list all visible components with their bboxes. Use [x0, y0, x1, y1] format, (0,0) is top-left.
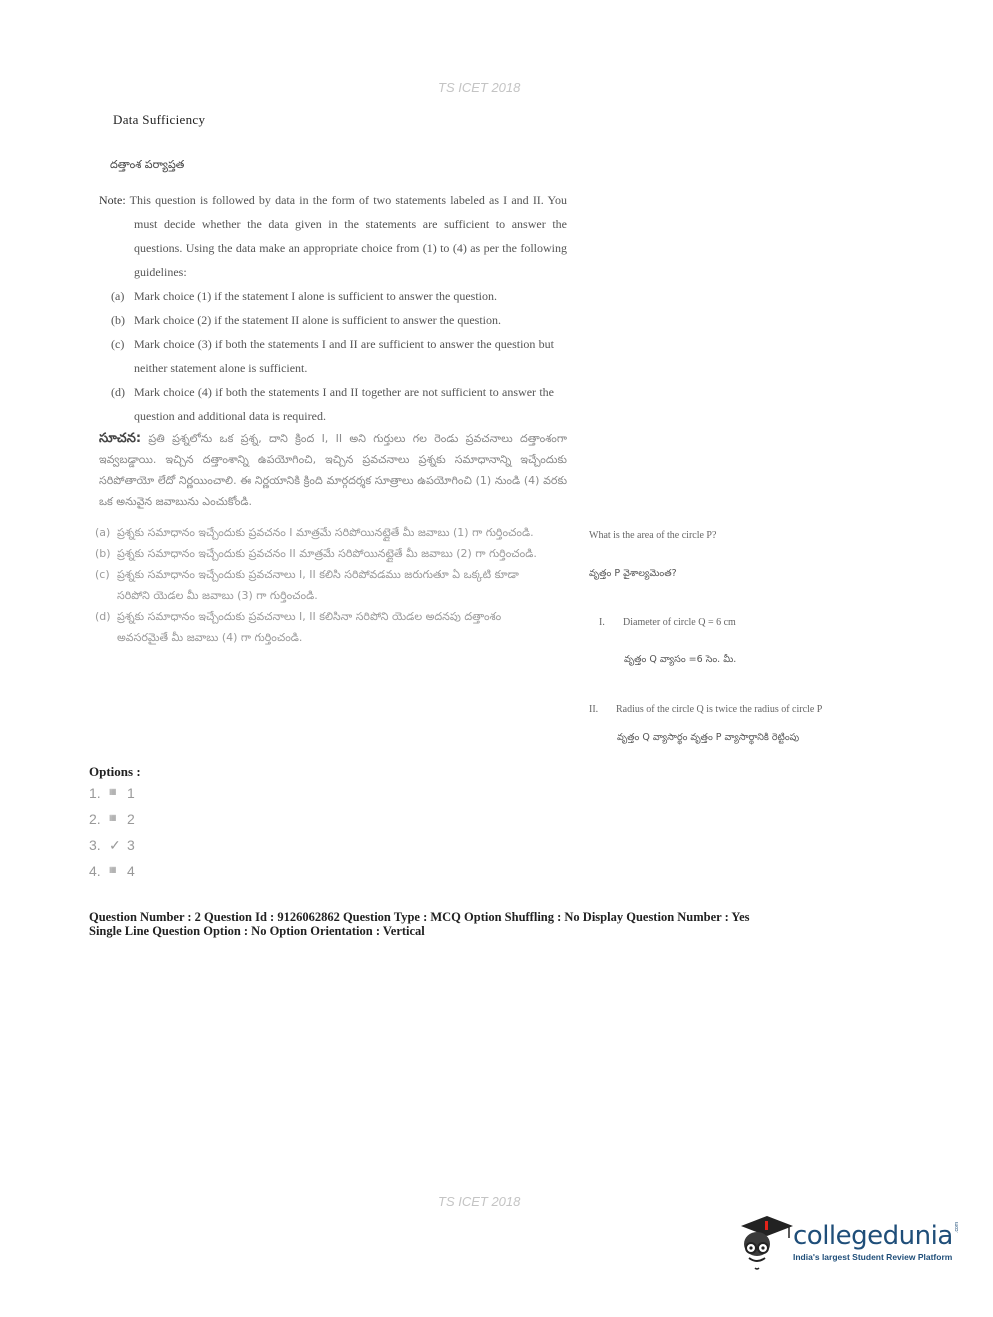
option-label: 4: [127, 863, 135, 879]
statement-text: Diameter of circle Q = 6 cm: [623, 617, 736, 628]
guideline-te-a: [95, 522, 550, 543]
guideline-c: [99, 332, 567, 380]
guideline-d: [99, 380, 567, 428]
note-label: Note:: [99, 193, 126, 207]
note-telugu: [99, 428, 567, 512]
option-label: 3: [127, 837, 135, 853]
option-label: 1: [127, 785, 135, 801]
options-heading: Options :: [89, 764, 141, 779]
section-title: Data Sufficiency: [113, 112, 206, 127]
guideline-te-c: [95, 564, 550, 606]
option-image-icon: ▦: [109, 787, 117, 796]
guideline-key: (c): [111, 337, 125, 351]
guidelines-telugu: [95, 522, 550, 648]
section-title-telugu: దత్తాంశ పర్యాప్తత: [110, 158, 185, 171]
watermark-top: TS ICET 2018: [438, 80, 521, 95]
option-image-icon: ▦: [109, 813, 117, 822]
guideline-text: ప్రశ్నకు సమాధానం ఇచ్చేందుకు ప్రవచనం I మాత్రమే సరిపోయినట్లైతే మీ జవాబు (1) గా గుర్తించండి.: [117, 526, 534, 539]
guideline-key: (d): [111, 385, 125, 399]
guideline-text: Mark choice (2) if the statement II alone is sufficient to answer the question.: [134, 313, 501, 327]
guideline-b: [99, 308, 567, 332]
option-label: 2: [127, 811, 135, 827]
guideline-key: (d): [95, 610, 111, 623]
note-telugu-label: సూచన:: [99, 431, 142, 446]
logo-mascot-icon: [737, 1212, 793, 1272]
note-intro: This question is followed by data in the form of two statements labeled as I and II. You must decide whether the data given in the statements are sufficient to answer the questions. Using the data make an appropriate choice from (1) to (4) as per the following guidelines:: [129, 193, 567, 279]
note-english: [99, 188, 567, 428]
meta-line-1: Question Number : 2 Question Id : 9126062862 Question Type : MCQ Option Shuffling : No Display Question Number : Yes: [89, 910, 750, 924]
guideline-te-d: [95, 606, 550, 648]
guideline-text: ప్రశ్నకు సమాధానం ఇచ్చేందుకు ప్రవచనాలు I, II కలిసి సరిపోవడము జరుగుతూ ఏ ఒక్కటి కూడా సరిపోని యెడల మీ జవాబు (3) గా గుర్తించండి.: [117, 568, 519, 602]
note-telugu-intro: ప్రతి ప్రశ్నలోను ఒక ప్రశ్న, దాని క్రింద I, II అని గుర్తులు గల రెండు ప్రవచనాలు దత్తాంశంగా ఇవ్వబడ్డాయి. ఇచ్చిన దత్తాంశాన్ని ఉపయోగించి, ఇచ్చిన ప్రవచనాలు ప్రశ్నకు సమాధానాన్ని ఇచ్చేందుకు సరిపోతాయో లేదో నిర్ణయించాలి. ఈ నిర్ణయానికి క్రింది మార్గదర్శక సూత్రాలు ఉపయోగించి (1) నుండి (4) వరకు ఒక అనువైన జవాబును ఎంచుకోండి.: [99, 432, 567, 508]
option-number: 2.: [89, 811, 101, 827]
option-number: 4.: [89, 863, 101, 879]
guideline-text: ప్రశ్నకు సమాధానం ఇచ్చేందుకు ప్రవచనం II మాత్రమే సరిపోయినట్లైతే మీ జవాబు (2) గా గుర్తించండి.: [117, 547, 537, 560]
guideline-text: ప్రశ్నకు సమాధానం ఇచ్చేందుకు ప్రవచనాలు I, II కలిసినా సరిపోని యెడల అదనపు దత్తాంశం అవసరమైతే మీ జవాబు (4) గా గుర్తించండి.: [117, 610, 502, 644]
statement-1-telugu: వృత్తం Q వ్యాసం =6 సెం. మీ.: [624, 654, 737, 665]
guideline-a: [99, 284, 567, 308]
logo-brand: collegedunia: [793, 1221, 953, 1251]
guideline-key: (b): [95, 547, 111, 560]
statement-number: II.: [589, 704, 599, 715]
guideline-key: (a): [95, 526, 111, 539]
guideline-text: Mark choice (3) if both the statements I and II are sufficient to answer the question but neither statement alone is sufficient.: [134, 337, 554, 375]
question-meta: [89, 910, 750, 938]
option-1[interactable]: [89, 785, 135, 801]
logo-text: [793, 1222, 960, 1262]
logo-tagline: India's largest Student Review Platform: [793, 1252, 953, 1262]
guideline-te-b: [95, 543, 550, 564]
meta-line-2: Single Line Question Option : No Option Orientation : Vertical: [89, 924, 425, 938]
collegedunia-logo: [737, 1212, 960, 1272]
guideline-key: (c): [95, 568, 110, 581]
option-2[interactable]: [89, 811, 135, 827]
guideline-key: (b): [111, 313, 125, 327]
watermark-bottom: TS ICET 2018: [438, 1194, 521, 1209]
guideline-text: Mark choice (4) if both the statements I and II together are not sufficient to answer the question and additional data is required.: [134, 385, 554, 423]
statement-2: [589, 704, 822, 715]
statement-text: Radius of the circle Q is twice the radius of circle P: [616, 704, 823, 715]
statement-2-telugu: వృత్తం Q వ్యాసార్థం వృత్తం P వ్యాసార్థానికి రెట్టింపు: [617, 732, 800, 743]
question-text: What is the area of the circle P?: [589, 530, 717, 541]
logo-com: .com: [953, 1222, 960, 1233]
option-3[interactable]: [89, 837, 135, 853]
statement-1: [599, 617, 736, 628]
option-4[interactable]: [89, 863, 135, 879]
guideline-key: (a): [111, 289, 125, 303]
statement-number: I.: [599, 617, 605, 628]
question-text-telugu: వృత్తం P వైశాల్యమెంత?: [589, 568, 677, 579]
option-image-icon: ▦: [109, 865, 117, 874]
option-number: 1.: [89, 785, 101, 801]
option-number: 3.: [89, 837, 101, 853]
guideline-text: Mark choice (1) if the statement I alone is sufficient to answer the question.: [134, 289, 497, 303]
check-mark-icon: ✓: [109, 837, 121, 853]
